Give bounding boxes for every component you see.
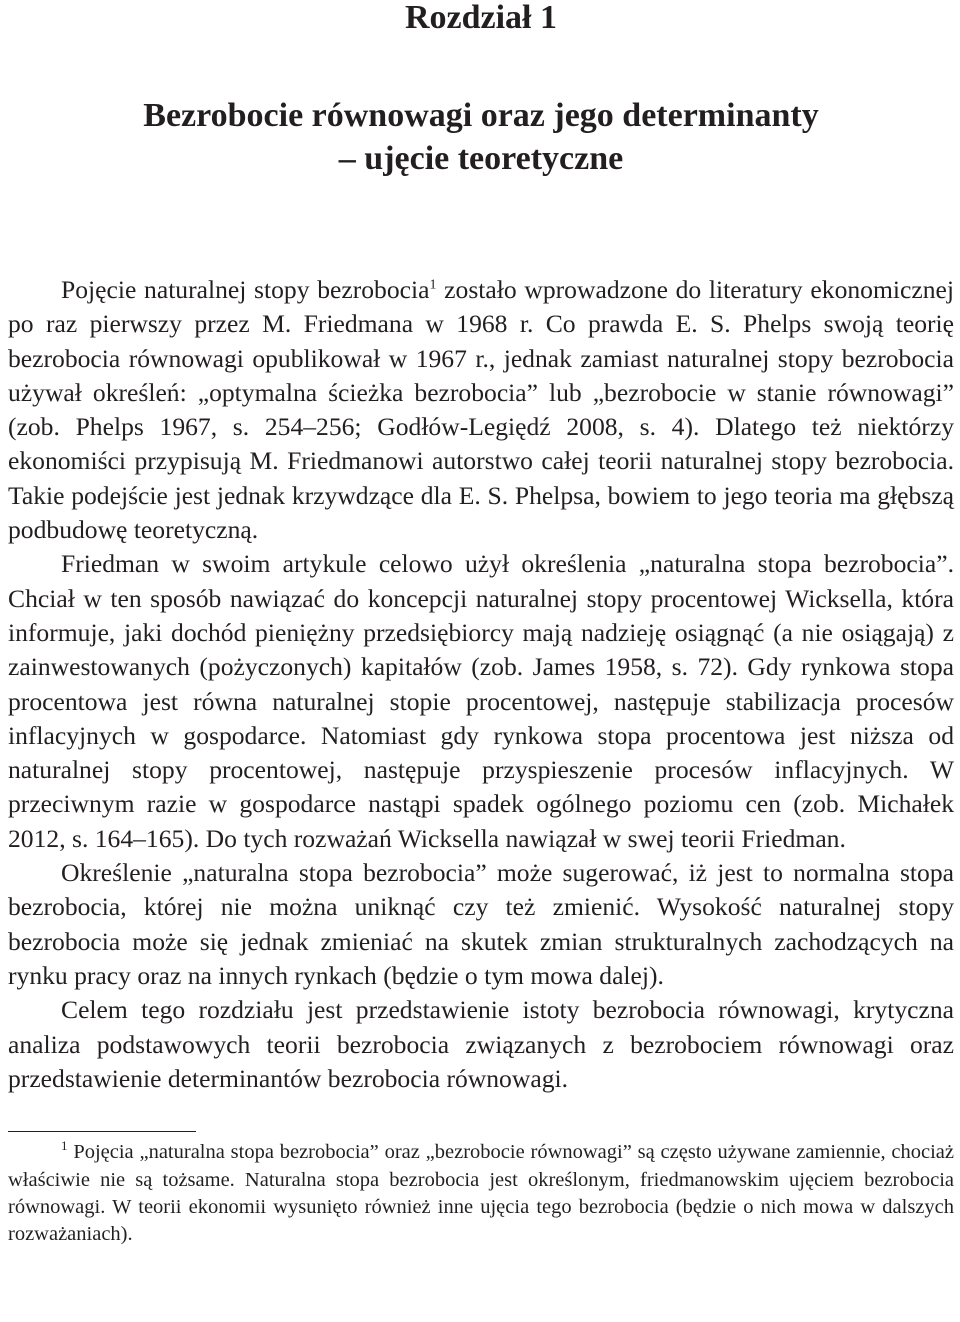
- chapter-title: [8, 94, 954, 180]
- chapter-body: [8, 273, 954, 1096]
- paragraph-1-rest: zostało wprowadzone do literatury ekonomicznej po raz pierwszy przez M. Friedmana w 1968 r. Co prawda E. S. Phelps swoją teorię bezrobocia równowagi opublikował w 1967 r., jednak zamiast naturalnej stopy bezrobocia używał określeń: „optymalna ścieżka bezrobocia” lub „bezrobocie w stanie równowagi” (zob. Phelps 1967, s. 254–256; Godłów-Legiędź 2008, s. 4). Dlatego też niektórzy ekonomiści przypisują M. Friedmanowi autorstwo całej teorii naturalnej stopy bezrobocia. Takie podejście jest jednak krzywdzące dla E. S. Phelpsa, bowiem to jego teoria ma głębszą podbudowę teoretyczną.: [8, 275, 954, 545]
- chapter-label: Rozdział 1: [404, 0, 558, 36]
- footnote-reference: 1: [429, 277, 437, 293]
- chapter-title-line-1: Bezrobocie równowagi oraz jego determinanty: [143, 97, 819, 134]
- footnote-number: 1: [61, 1138, 68, 1154]
- paragraph-3: Określenie „naturalna stopa bezrobocia” może sugerować, iż jest to normalna stopa bezrobocia, której nie można uniknąć czy też zmienić. Wysokość naturalnej stopy bezrobocia może się jednak zmieniać na skutek zmian strukturalnych zachodzących na rynku pracy oraz na innych rynkach (będzie o tym mowa dalej).: [8, 858, 954, 990]
- paragraph-2: Friedman w swoim artykule celowo użył określenia „naturalna stopa bezrobocia”. Chciał w ten sposób nawiązać do koncepcji naturalnej stopy procentowej Wicksella, która informuje, jaki dochód pieniężny przedsiębiorcy mają nadzieję osiągnąć (a nie osiągają) z zainwestowanych (pożyczonych) kapitałów (zob. James 1958, s. 72). Gdy rynkowa stopa procentowa jest równa naturalnej stopie procentowej, następuje stabilizacja procesów inflacyjnych w gospodarce. Natomiast gdy rynkowa stopa procentowa jest niższa od naturalnej stopy procentowej, następuje przyspieszenie procesów inflacyjnych. W przeciwnym razie w gospodarce nastąpi spadek ogólnego poziomu cen (zob. Michałek 2012, s. 164–165). Do tych rozważań Wicksella nawiązał w swej teorii Friedman.: [8, 549, 954, 853]
- paragraph-1-start: Pojęcie naturalnej stopy bezrobocia: [61, 275, 430, 304]
- footnote-text: Pojęcia „naturalna stopa bezrobocia” oraz „bezrobocie równowagi” są często używane zamiennie, chociaż właściwie nie są tożsame. Naturalna stopa bezrobocia jest określonym, friedmanowskim ujęciem bezrobocia równowagi. W teorii ekonomii wysunięto również inne ujęcia tego bezrobocia (będzie o nich mowa w dalszych rozważaniach).: [8, 1141, 954, 1246]
- book-page: [8, 0, 954, 1249]
- chapter-title-line-2: – ujęcie teoretyczne: [338, 140, 624, 177]
- footnote-separator: [8, 1131, 196, 1132]
- paragraph-4: Celem tego rozdziału jest przedstawienie istoty bezrobocia równowagi, krytyczna analiza podstawowych teorii bezrobocia związanych z bezrobociem równowagi oraz przedstawienie determinantów bezrobocia równowagi.: [8, 995, 954, 1093]
- footnote: [8, 1139, 954, 1249]
- paragraph-1: [8, 273, 954, 547]
